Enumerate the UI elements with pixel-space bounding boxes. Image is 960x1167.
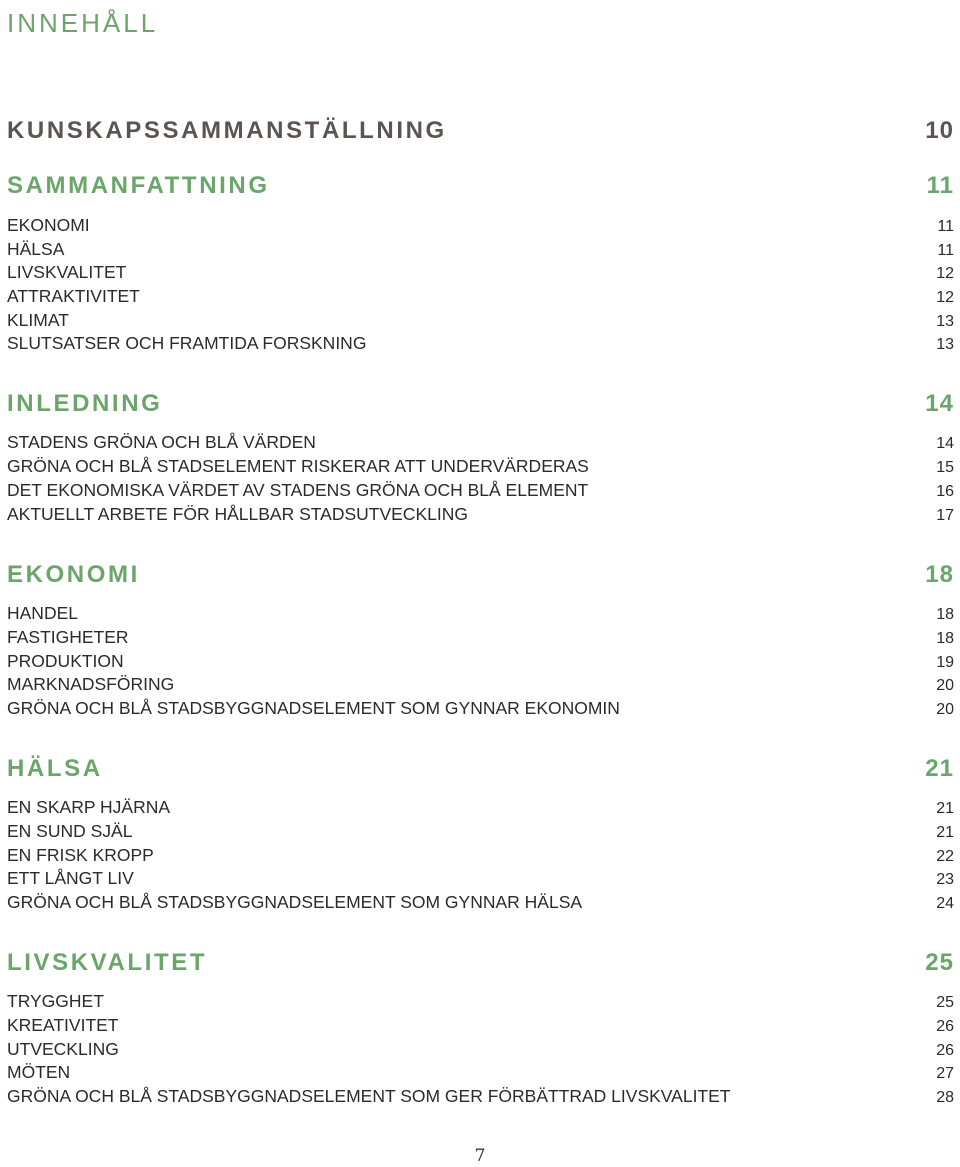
toc-section-title: HÄLSA	[7, 755, 103, 782]
toc-entry-page: 20	[936, 677, 954, 694]
page-title: INNEHÅLL	[7, 8, 159, 38]
toc-entry-label: KLIMAT	[7, 310, 69, 330]
toc-entry-label: EN SKARP HJÄRNA	[7, 797, 171, 817]
toc-entry-page: 11	[937, 242, 954, 259]
toc-entry-label: GRÖNA OCH BLÅ STADSELEMENT RISKERAR ATT UNDERVÄRDERAS	[7, 456, 589, 476]
toc-entry[interactable]	[7, 892, 954, 914]
toc-entry-label: ETT LÅNGT LIV	[7, 868, 134, 888]
toc-section-page: 14	[925, 390, 954, 417]
toc-entry-label: KREATIVITET	[7, 1015, 119, 1035]
toc-entry[interactable]	[7, 1015, 954, 1037]
toc-entry-page: 12	[936, 289, 954, 306]
toc-entry-label: HÄLSA	[7, 239, 65, 259]
toc-entry-page: 16	[936, 483, 954, 500]
toc-entry[interactable]	[7, 674, 954, 696]
toc-entry-page: 21	[936, 800, 954, 817]
toc-entry-page: 15	[936, 459, 954, 476]
toc-entry[interactable]	[7, 1062, 954, 1084]
toc-entry[interactable]	[7, 504, 954, 526]
toc-entry-label: UTVECKLING	[7, 1039, 119, 1059]
toc-entry-page: 26	[936, 1042, 954, 1059]
toc-entry-page: 11	[937, 218, 954, 235]
toc-entry-page: 12	[936, 265, 954, 282]
toc-entry-page: 19	[936, 654, 954, 671]
toc-entry[interactable]	[7, 286, 954, 308]
toc-entry-label: HANDEL	[7, 603, 78, 623]
toc-section-heading[interactable]	[7, 949, 954, 979]
toc-section-page: 25	[925, 949, 954, 976]
toc-section-heading[interactable]	[7, 561, 954, 591]
toc-section-heading[interactable]	[7, 390, 954, 420]
toc-section-title: SAMMANFATTNING	[7, 172, 270, 199]
toc-entry-page: 18	[936, 630, 954, 647]
toc-entry[interactable]	[7, 262, 954, 284]
toc-entry-label: GRÖNA OCH BLÅ STADSBYGGNADSELEMENT SOM GYNNAR EKONOMIN	[7, 698, 620, 718]
toc-entry[interactable]	[7, 1039, 954, 1061]
toc-entry-page: 21	[936, 824, 954, 841]
toc-entry-label: MARKNADSFÖRING	[7, 674, 175, 694]
toc-entry[interactable]	[7, 215, 954, 237]
toc-entry-page: 28	[936, 1089, 954, 1106]
toc-entry-page: 14	[936, 435, 954, 452]
toc-entry-page: 22	[936, 848, 954, 865]
toc-entry-label: ATTRAKTIVITET	[7, 286, 140, 306]
toc-entry-page: 18	[936, 606, 954, 623]
toc-entry-label: EKONOMI	[7, 215, 90, 235]
footer-page-number: 7	[474, 1146, 486, 1166]
toc-entry[interactable]	[7, 821, 954, 843]
toc-section-heading[interactable]	[7, 172, 954, 202]
toc-entry[interactable]	[7, 868, 954, 890]
toc-entry[interactable]	[7, 480, 954, 502]
toc-entry-label: PRODUKTION	[7, 651, 124, 671]
toc-entry[interactable]	[7, 845, 954, 867]
toc-entry-label: GRÖNA OCH BLÅ STADSBYGGNADSELEMENT SOM GER FÖRBÄTTRAD LIVSKVALITET	[7, 1086, 731, 1106]
toc-entry-label: SLUTSATSER OCH FRAMTIDA FORSKNING	[7, 333, 367, 353]
toc-entry[interactable]	[7, 333, 954, 355]
toc-entry-page: 26	[936, 1018, 954, 1035]
toc-entry-page: 24	[936, 895, 954, 912]
toc-section-page: 18	[925, 561, 954, 588]
toc-entry-label: AKTUELLT ARBETE FÖR HÅLLBAR STADSUTVECKLING	[7, 504, 468, 524]
toc-entry-page: 27	[936, 1065, 954, 1082]
toc-section-page: 11	[926, 172, 954, 199]
toc-entry[interactable]	[7, 310, 954, 332]
toc-entry-page: 17	[936, 507, 954, 524]
toc-section-heading[interactable]	[7, 117, 954, 147]
toc-entry-label: STADENS GRÖNA OCH BLÅ VÄRDEN	[7, 432, 316, 452]
toc-entry[interactable]	[7, 698, 954, 720]
toc-entry-page: 20	[936, 701, 954, 718]
toc-entry-page: 13	[936, 336, 954, 353]
toc-entry-label: TRYGGHET	[7, 991, 104, 1011]
toc-entry[interactable]	[7, 1086, 954, 1108]
toc-entry[interactable]	[7, 603, 954, 625]
toc-entry-label: GRÖNA OCH BLÅ STADSBYGGNADSELEMENT SOM GYNNAR HÄLSA	[7, 892, 583, 912]
toc-entry[interactable]	[7, 991, 954, 1013]
toc-entry-page: 25	[936, 994, 954, 1011]
toc-entry-label: DET EKONOMISKA VÄRDET AV STADENS GRÖNA OCH BLÅ ELEMENT	[7, 480, 589, 500]
toc-section-title: LIVSKVALITET	[7, 949, 208, 976]
toc-section-heading[interactable]	[7, 755, 954, 785]
toc-entry[interactable]	[7, 651, 954, 673]
toc-entry-label: LIVSKVALITET	[7, 262, 127, 282]
toc-section-title: KUNSKAPSSAMMANSTÄLLNING	[7, 117, 447, 144]
toc-entry-label: EN FRISK KROPP	[7, 845, 154, 865]
toc-section-page: 10	[925, 117, 954, 144]
toc-section-title: INLEDNING	[7, 390, 163, 417]
toc-entry[interactable]	[7, 456, 954, 478]
toc-entry-label: EN SUND SJÄL	[7, 821, 133, 841]
toc-entry-page: 23	[936, 871, 954, 888]
toc-entry[interactable]	[7, 239, 954, 261]
toc-entry[interactable]	[7, 797, 954, 819]
toc-section-page: 21	[925, 755, 954, 782]
toc-section-title: EKONOMI	[7, 561, 140, 588]
toc-entry[interactable]	[7, 627, 954, 649]
toc-entry-label: FASTIGHETER	[7, 627, 129, 647]
toc-entry[interactable]	[7, 432, 954, 454]
toc-entry-page: 13	[936, 313, 954, 330]
toc-entry-label: MÖTEN	[7, 1062, 71, 1082]
